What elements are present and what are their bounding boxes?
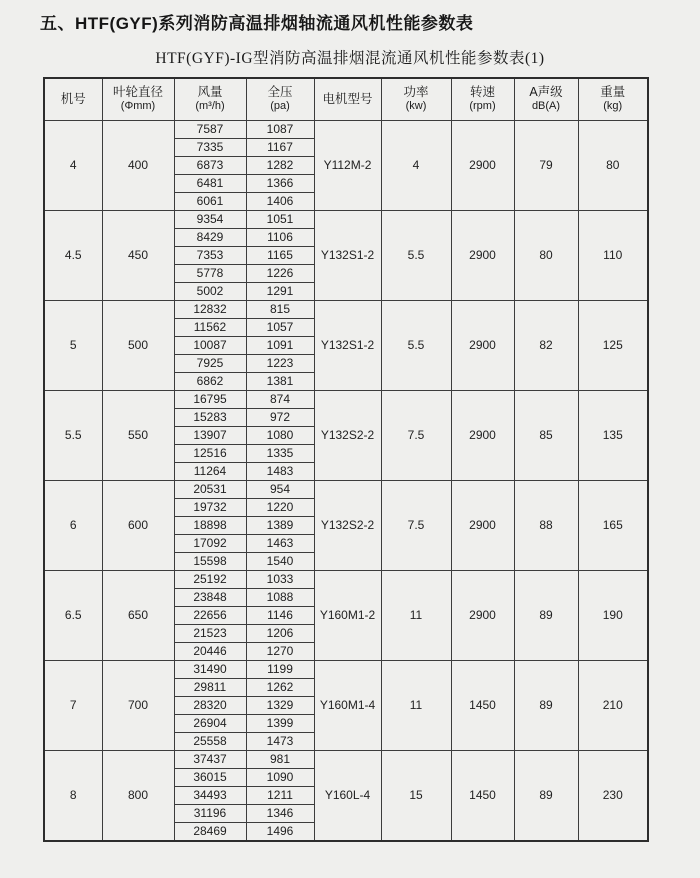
cell-total-pressure: 874	[246, 390, 314, 408]
cell-air-volume: 11562	[174, 318, 246, 336]
cell-air-volume: 6481	[174, 174, 246, 192]
cell-total-pressure: 1167	[246, 138, 314, 156]
cell-air-volume: 19732	[174, 498, 246, 516]
column-header-label: 转速	[469, 85, 495, 100]
table-row	[44, 210, 648, 228]
table-caption: HTF(GYF)-IG型消防高温排烟混流通风机性能参数表(1)	[155, 50, 545, 67]
cell-total-pressure: 972	[246, 408, 314, 426]
column-header-3	[246, 78, 314, 120]
cell-speed: 2900	[451, 120, 514, 210]
cell-model-no: 6	[44, 480, 102, 570]
cell-motor-model: Y132S1-2	[314, 300, 381, 390]
cell-noise-level: 80	[514, 210, 578, 300]
cell-air-volume: 18898	[174, 516, 246, 534]
cell-total-pressure: 1106	[246, 228, 314, 246]
cell-speed: 2900	[451, 210, 514, 300]
cell-total-pressure: 1270	[246, 642, 314, 660]
cell-motor-model: Y160M1-2	[314, 570, 381, 660]
cell-total-pressure: 1399	[246, 714, 314, 732]
column-header-unit: (Φmm)	[120, 100, 156, 113]
cell-model-no: 6.5	[44, 570, 102, 660]
cell-air-volume: 21523	[174, 624, 246, 642]
cell-model-no: 4.5	[44, 210, 102, 300]
cell-total-pressure: 1090	[246, 768, 314, 786]
cell-total-pressure: 1282	[246, 156, 314, 174]
cell-air-volume: 17092	[174, 534, 246, 552]
cell-weight: 135	[578, 390, 648, 480]
cell-noise-level: 89	[514, 570, 578, 660]
cell-model-no: 4	[44, 120, 102, 210]
cell-speed: 2900	[451, 480, 514, 570]
cell-noise-level: 79	[514, 120, 578, 210]
cell-total-pressure: 1329	[246, 696, 314, 714]
cell-air-volume: 15598	[174, 552, 246, 570]
cell-speed: 1450	[451, 750, 514, 841]
cell-total-pressure: 954	[246, 480, 314, 498]
cell-total-pressure: 1346	[246, 804, 314, 822]
cell-total-pressure: 1406	[246, 192, 314, 210]
cell-air-volume: 23848	[174, 588, 246, 606]
column-header-0	[44, 78, 102, 120]
cell-total-pressure: 1088	[246, 588, 314, 606]
cell-model-no: 8	[44, 750, 102, 841]
cell-noise-level: 89	[514, 750, 578, 841]
cell-air-volume: 15283	[174, 408, 246, 426]
cell-motor-model: Y132S2-2	[314, 390, 381, 480]
cell-noise-level: 88	[514, 480, 578, 570]
cell-total-pressure: 1540	[246, 552, 314, 570]
cell-total-pressure: 1223	[246, 354, 314, 372]
cell-motor-model: Y112M-2	[314, 120, 381, 210]
column-header-5	[381, 78, 451, 120]
cell-air-volume: 9354	[174, 210, 246, 228]
cell-air-volume: 11264	[174, 462, 246, 480]
cell-weight: 190	[578, 570, 648, 660]
cell-air-volume: 20446	[174, 642, 246, 660]
cell-total-pressure: 1226	[246, 264, 314, 282]
cell-weight: 165	[578, 480, 648, 570]
cell-motor-model: Y160M1-4	[314, 660, 381, 750]
cell-air-volume: 25192	[174, 570, 246, 588]
cell-air-volume: 34493	[174, 786, 246, 804]
cell-air-volume: 31490	[174, 660, 246, 678]
cell-noise-level: 82	[514, 300, 578, 390]
cell-total-pressure: 1211	[246, 786, 314, 804]
cell-air-volume: 7925	[174, 354, 246, 372]
cell-air-volume: 25558	[174, 732, 246, 750]
column-header-unit: (pa)	[270, 100, 290, 113]
cell-air-volume: 22656	[174, 606, 246, 624]
cell-impeller-diameter: 650	[102, 570, 174, 660]
table-row	[44, 390, 648, 408]
cell-air-volume: 29811	[174, 678, 246, 696]
cell-total-pressure: 1087	[246, 120, 314, 138]
column-header-unit: (kw)	[405, 100, 427, 113]
cell-impeller-diameter: 550	[102, 390, 174, 480]
cell-air-volume: 28469	[174, 822, 246, 841]
column-header-4	[314, 78, 381, 120]
cell-total-pressure: 1206	[246, 624, 314, 642]
cell-speed: 2900	[451, 300, 514, 390]
cell-weight: 110	[578, 210, 648, 300]
cell-model-no: 5	[44, 300, 102, 390]
table-row	[44, 660, 648, 678]
table-row	[44, 750, 648, 768]
column-header-2	[174, 78, 246, 120]
column-header-unit: dB(A)	[531, 100, 561, 113]
column-header-label: 重量	[600, 85, 626, 100]
cell-impeller-diameter: 700	[102, 660, 174, 750]
cell-total-pressure: 1051	[246, 210, 314, 228]
cell-speed: 1450	[451, 660, 514, 750]
cell-air-volume: 8429	[174, 228, 246, 246]
table-row	[44, 300, 648, 318]
cell-power: 11	[381, 660, 451, 750]
cell-air-volume: 6862	[174, 372, 246, 390]
cell-air-volume: 5002	[174, 282, 246, 300]
cell-air-volume: 28320	[174, 696, 246, 714]
cell-total-pressure: 1473	[246, 732, 314, 750]
cell-impeller-diameter: 600	[102, 480, 174, 570]
column-header-unit: (rpm)	[469, 100, 496, 113]
cell-total-pressure: 1262	[246, 678, 314, 696]
cell-motor-model: Y132S1-2	[314, 210, 381, 300]
table-body	[44, 120, 648, 841]
cell-impeller-diameter: 500	[102, 300, 174, 390]
cell-air-volume: 13907	[174, 426, 246, 444]
cell-air-volume: 7353	[174, 246, 246, 264]
cell-total-pressure: 1091	[246, 336, 314, 354]
document-page	[0, 9, 700, 878]
cell-total-pressure: 1033	[246, 570, 314, 588]
cell-weight: 125	[578, 300, 648, 390]
cell-air-volume: 12516	[174, 444, 246, 462]
column-header-label: 电机型号	[322, 91, 373, 106]
cell-total-pressure: 1291	[246, 282, 314, 300]
table-row	[44, 480, 648, 498]
header-row	[44, 78, 648, 120]
cell-air-volume: 6061	[174, 192, 246, 210]
cell-total-pressure: 1463	[246, 534, 314, 552]
cell-impeller-diameter: 400	[102, 120, 174, 210]
cell-model-no: 5.5	[44, 390, 102, 480]
cell-air-volume: 16795	[174, 390, 246, 408]
column-header-unit: (kg)	[603, 100, 623, 113]
cell-total-pressure: 1199	[246, 660, 314, 678]
cell-total-pressure: 1381	[246, 372, 314, 390]
cell-total-pressure: 1483	[246, 462, 314, 480]
cell-weight: 230	[578, 750, 648, 841]
column-header-8	[578, 78, 648, 120]
cell-noise-level: 89	[514, 660, 578, 750]
cell-air-volume: 36015	[174, 768, 246, 786]
cell-total-pressure: 815	[246, 300, 314, 318]
column-header-unit: (m³/h)	[195, 100, 225, 113]
table-row	[44, 570, 648, 588]
cell-air-volume: 7587	[174, 120, 246, 138]
page-title: 五、HTF(GYF)系列消防高温排烟轴流通风机性能参数表	[40, 14, 474, 33]
cell-total-pressure: 1335	[246, 444, 314, 462]
column-header-label: 全压	[267, 85, 293, 100]
cell-power: 11	[381, 570, 451, 660]
cell-total-pressure: 1220	[246, 498, 314, 516]
fan-performance-table	[43, 77, 649, 842]
cell-speed: 2900	[451, 570, 514, 660]
cell-total-pressure: 1165	[246, 246, 314, 264]
cell-total-pressure: 1146	[246, 606, 314, 624]
table-header	[44, 78, 648, 120]
cell-total-pressure: 1496	[246, 822, 314, 841]
cell-model-no: 7	[44, 660, 102, 750]
cell-impeller-diameter: 450	[102, 210, 174, 300]
cell-air-volume: 31196	[174, 804, 246, 822]
column-header-label: 叶轮直径	[112, 85, 163, 100]
cell-power: 4	[381, 120, 451, 210]
cell-speed: 2900	[451, 390, 514, 480]
cell-total-pressure: 1366	[246, 174, 314, 192]
column-header-label: 风量	[197, 85, 223, 100]
column-header-label: 机号	[60, 91, 86, 106]
column-header-label: A声级	[529, 85, 563, 100]
column-header-6	[451, 78, 514, 120]
cell-air-volume: 20531	[174, 480, 246, 498]
cell-motor-model: Y132S2-2	[314, 480, 381, 570]
cell-air-volume: 12832	[174, 300, 246, 318]
column-header-label: 功率	[403, 85, 429, 100]
cell-air-volume: 6873	[174, 156, 246, 174]
cell-air-volume: 7335	[174, 138, 246, 156]
cell-air-volume: 5778	[174, 264, 246, 282]
cell-total-pressure: 981	[246, 750, 314, 768]
cell-motor-model: Y160L-4	[314, 750, 381, 841]
cell-air-volume: 26904	[174, 714, 246, 732]
cell-noise-level: 85	[514, 390, 578, 480]
cell-weight: 210	[578, 660, 648, 750]
table-row	[44, 120, 648, 138]
cell-air-volume: 37437	[174, 750, 246, 768]
cell-impeller-diameter: 800	[102, 750, 174, 841]
column-header-7	[514, 78, 578, 120]
column-header-1	[102, 78, 174, 120]
cell-power: 5.5	[381, 210, 451, 300]
cell-power: 15	[381, 750, 451, 841]
cell-power: 5.5	[381, 300, 451, 390]
cell-total-pressure: 1057	[246, 318, 314, 336]
cell-air-volume: 10087	[174, 336, 246, 354]
cell-total-pressure: 1389	[246, 516, 314, 534]
cell-total-pressure: 1080	[246, 426, 314, 444]
cell-power: 7.5	[381, 390, 451, 480]
cell-power: 7.5	[381, 480, 451, 570]
cell-weight: 80	[578, 120, 648, 210]
